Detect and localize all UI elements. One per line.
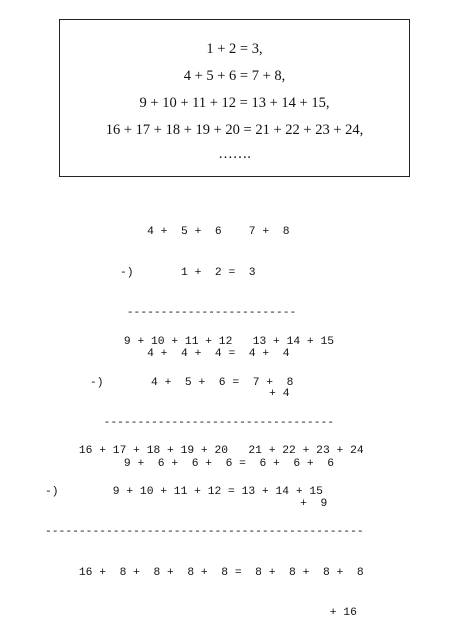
statement-line-3: 9 + 10 + 11 + 12 = 13 + 14 + 15,	[139, 95, 330, 111]
demo-1-result-row: 4 + 4 + 4 = 4 + 4	[120, 347, 290, 360]
statement-ellipsis: …….	[218, 146, 251, 162]
demo-2-result-row: 9 + 6 + 6 + 6 = 6 + 6 + 6	[90, 457, 335, 470]
demo-3-subtrahend-row: -) 9 + 10 + 11 + 12 = 13 + 14 + 15	[45, 485, 323, 498]
statement-line-2: 4 + 5 + 6 = 7 + 8,	[183, 68, 286, 84]
identity-statement-box	[59, 19, 410, 177]
demo-2-remainder-row: + 9	[90, 498, 328, 510]
demo-1-minuend-row: 4 + 5 + 6 7 + 8	[120, 226, 290, 238]
statement-line-1: 1 + 2 = 3,	[206, 41, 263, 57]
demonstration-3	[45, 418, 364, 634]
demo-1-divider: -------------------------	[120, 307, 297, 319]
statement-line-4: 16 + 17 + 18 + 19 + 20 = 21 + 22 + 23 + 24,	[105, 122, 364, 138]
demo-1-remainder-row: + 4	[120, 388, 290, 400]
demo-2-divider: ----------------------------------	[90, 417, 335, 429]
demo-2-subtrahend-row: -) 4 + 5 + 6 = 7 + 8	[90, 376, 294, 389]
demo-2-minuend-row: 9 + 10 + 11 + 12 13 + 14 + 15	[90, 336, 335, 348]
demo-3-result-row: 16 + 8 + 8 + 8 + 8 = 8 + 8 + 8 + 8	[45, 566, 364, 579]
demo-3-remainder-row: + 16	[45, 607, 357, 619]
demo-3-divider: -----------------------------------------------	[45, 526, 364, 538]
demo-3-minuend-row: 16 + 17 + 18 + 19 + 20 21 + 22 + 23 + 24	[45, 445, 364, 457]
demo-1-subtrahend-row: -) 1 + 2 = 3	[120, 266, 256, 279]
